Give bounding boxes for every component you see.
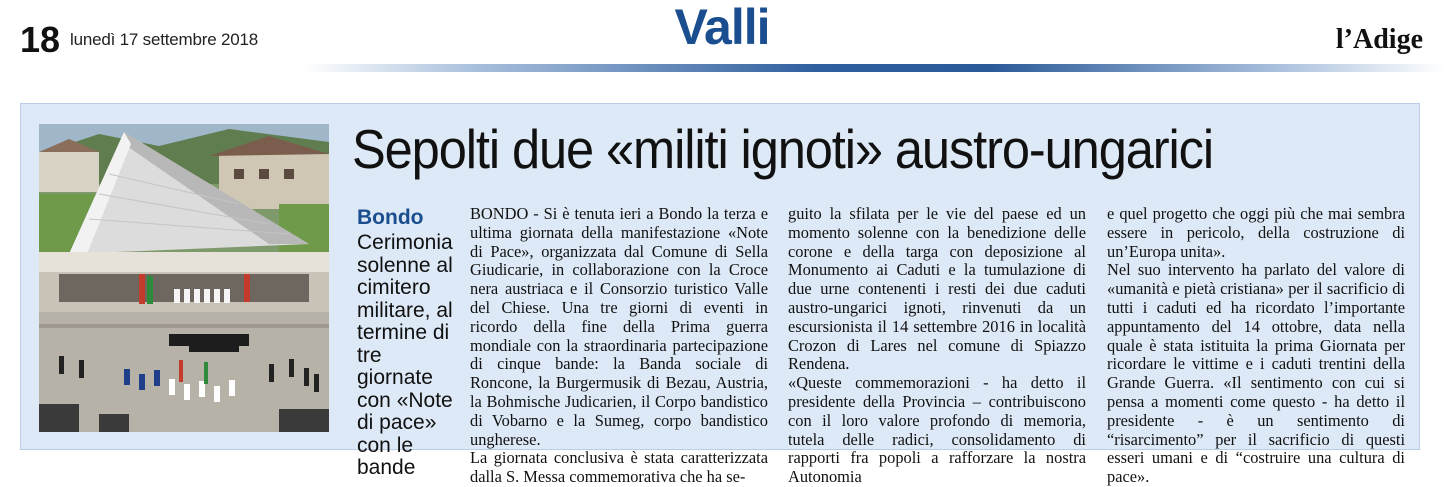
paragraph: BONDO - Si è tenuta ieri a Bondo la terza e ultima giornata della manifestazione «Note di Pace», organizzata dal Comune di Sella Giudicarie, in collaborazione con la Croce nera austriaca e il Consorzio turistico Valle del Chiese. Una tre giorni di eventi in ricordo della fine della Prima guerra mondiale con la straordinaria partecipazione di cinque bande: la Banda sociale di Roncone, la Burgermusik di Bezau, Austria, la Bohmische Judicarien, il Corpo bandistico di Vobarno e la Sumeg, corpo bandistico ungherese. [470,204,768,449]
article-column-3 [1107,205,1405,487]
header-rule [305,64,1445,72]
section-title: Valli [674,0,770,55]
article-column-2 [788,205,1086,487]
paragraph: e quel progetto che oggi più che mai sembra essere in pericolo, della costruzione di un’Europa unita». [1107,204,1405,261]
paragraph: guito la sfilata per le vie del paese ed un momento solenne con la benedizione delle corone e della targa con deposizione al Monumento ai Caduti e la tumulazione di due urne contenenti i resti dei due caduti austro-ungarici ignoti, rinvenuti da un escursionista il 14 settembre 2016 in località Crozon di Lares nel comune di Spiazzo Rendena. [788,204,1086,374]
paragraph: «Queste commemorazioni - ha detto il presidente della Provincia – contribuiscono con il loro valore profondo di memoria, tutela delle radici, consolidamento di rapporti fra popoli a rafforzare la nostra Autonomia [788,373,1086,487]
newspaper-logo: l’Adige [1335,24,1423,55]
paragraph: La giornata conclusiva è stata caratterizzata dalla S. Messa commemorativa che ha se- [470,448,768,487]
page-header [0,0,1445,80]
issue-date: lunedì 17 settembre 2018 [70,30,259,49]
paragraph: Nel suo intervento ha parlato del valore di «umanità e pietà cristiana» per il sacrificio di tutti i caduti ed ha ricordato l’importante appuntamento del 14 ottobre, data nella quale è stata istituita la prima Giornata per ricordare le vittime e i caduti trentini della Grande Guerra. «Il sentimento con cui si pensa a momenti come questo - ha detto il presidente - è un sentimento di “risarcimento” per il sacrificio di questi esseri umani e di “costruire una cultura di pace». [1107,260,1405,487]
article-kicker: Bondo [357,206,424,229]
article-sidebar [357,206,459,480]
article-subhead: Cerimonia solenne al cimitero militare, al termine di tre giornate con «Note di pace» con le bande [357,231,453,479]
article-headline: Sepolti due «militi ignoti» austro-ungarici [352,118,1214,180]
article-column-1 [470,205,768,487]
page-number: 18 [20,19,61,60]
article-photo [39,124,329,432]
